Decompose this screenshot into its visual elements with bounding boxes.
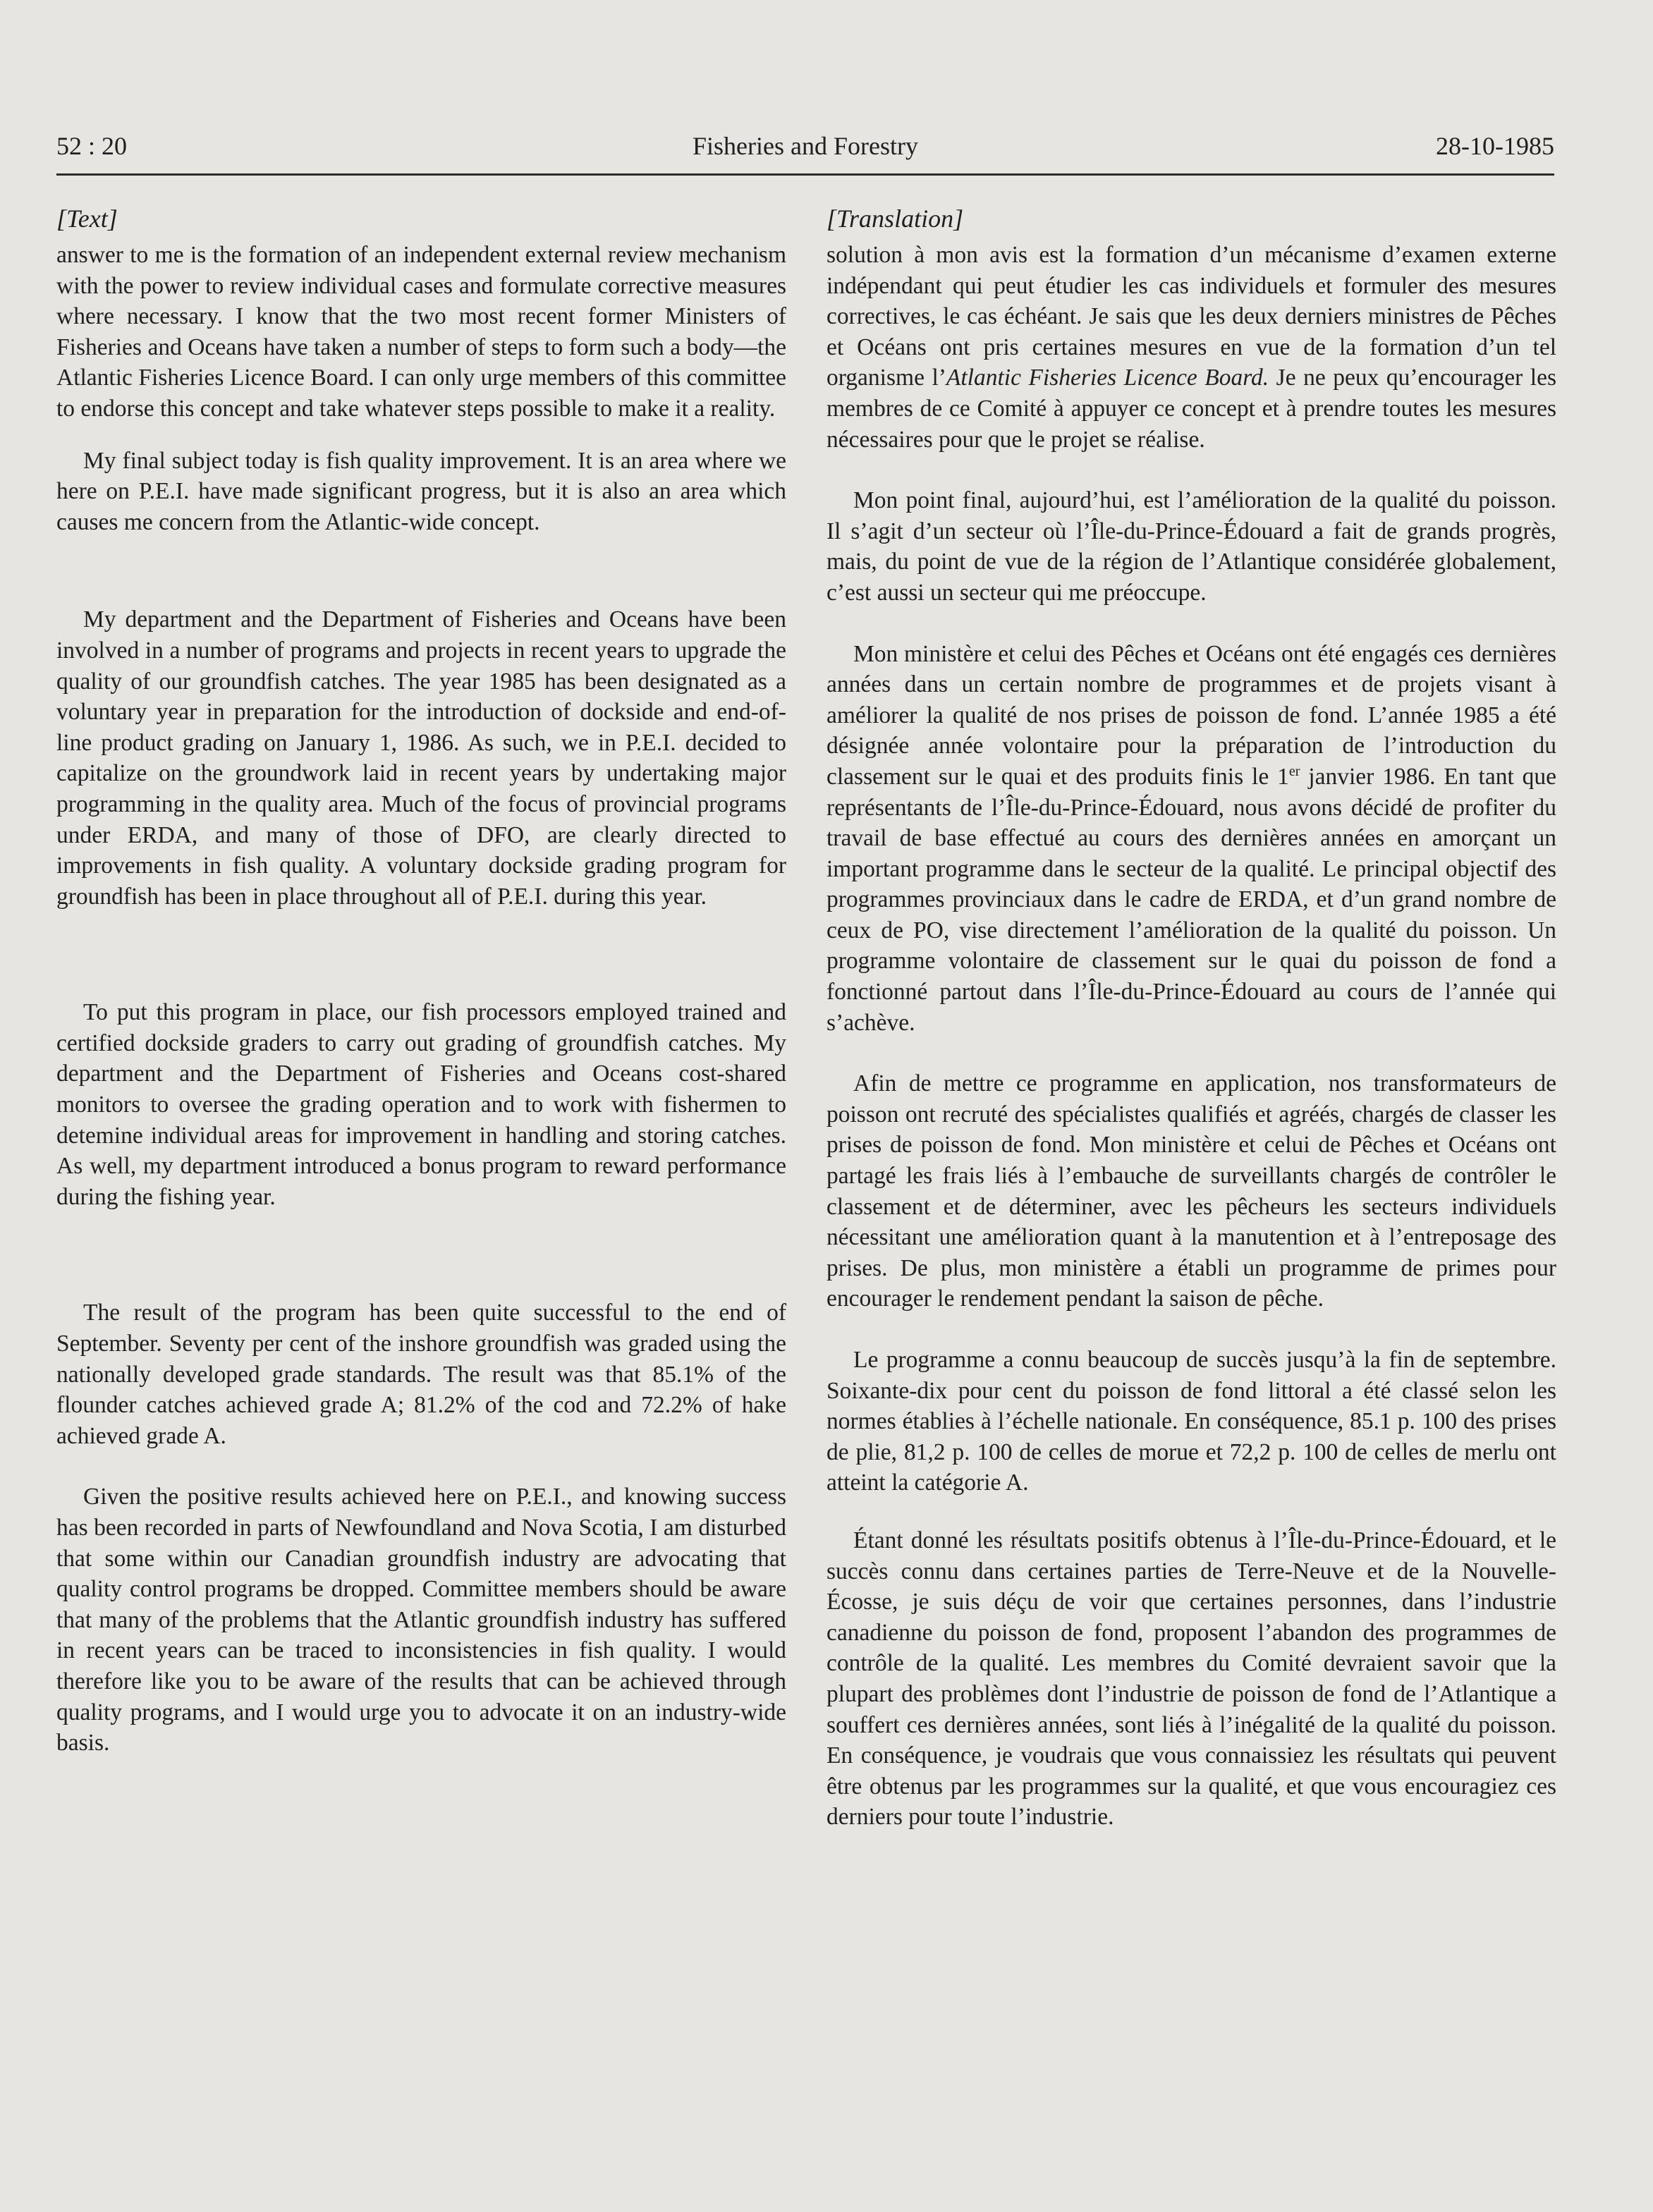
paragraph-fr-3 <box>826 639 1556 1039</box>
paragraph-en-2: My final subject today is fish quality improvement. It is an area where we here on P.E.I. have made significant progress, but it is also an area which causes me concern from the Atlantic-wide concept. <box>56 447 786 535</box>
column-label-translation-word: Translation <box>836 204 954 233</box>
paragraph-fr-3-part-a: Mon ministère et celui des Pêches et Océans ont été engagés ces dernières années dans un certain nombre de programmes et de projets visant à améliorer la qualité de nos prises de poisson de fond. L’année 1985 a été désignée année volontaire pour la préparation de l’introduction du classement sur le quai et des produits finis le 1 <box>826 640 1556 790</box>
page-header <box>56 128 1554 176</box>
paragraph-fr-2: Mon point final, aujourd’hui, est l’amélioration de la qualité du poisson. Il s’agit d’un secteur où l’Île-du-Prince-Édouard a fait de grands progrès, mais, du point de vue de la région de l’Atlantique considérée globalement, c’est aussi un secteur qui me préoccupe. <box>826 487 1556 606</box>
paragraph-fr-4: Afin de mettre ce programme en application, nos transformateurs de poisson ont recruté des spécialistes qualifiés et agréés, chargés de classer les prises de poisson de fond. Mon ministère et celui de Pêches et Océans ont partagé les frais liés à l’embauche de surveillants chargés de contrôler le classement et de déterminer, avec les pêcheurs les secteurs individuels nécessitant une amélioration quant à la manutention et à l’entreposage des prises. De plus, mon ministère a établi un programme de primes pour encourager le rendement pendant la saison de pêche. <box>826 1070 1556 1312</box>
page-number: 52 : 20 <box>56 132 128 160</box>
paragraph-en-6: Given the positive results achieved here on P.E.I., and knowing success has been recorded in parts of Newfoundland and Nova Scotia, I am disturbed that some within our Canadian groundfish industry are advocating that quality control programs be dropped. Committee members should be aware that many of the problems that the Atlantic groundfish industry has suffered in recent years can be traced to inconsistencies in fish quality. I would therefore like you to be aware of the results that can be achieved through quality programs, and I would urge you to advocate it on an industry-wide basis. <box>56 1484 786 1756</box>
column-label-translation: [Translation] <box>826 204 964 233</box>
header-date: 28-10-1985 <box>1436 132 1554 160</box>
paragraph-en-4: To put this program in place, our fish processors employed trained and certified dockside graders to carry out grading of groundfish catches. My department and the Department of Fisheries and Oceans cost-shared monitors to oversee the grading operation and to work with fishermen to detemine individual areas for improvement in handling and storing catches. As well, my department introduced a bonus program to reward performance during the fishing year. <box>56 999 786 1210</box>
paragraph-en-5: The result of the program has been quite successful to the end of September. Seventy per cent of the inshore groundfish was graded using the nationally developed grade standards. The result was that 85.1% of the flounder catches achieved grade A; 81.2% of the cod and 72.2% of hake achieved grade A. <box>56 1300 786 1449</box>
paragraph-en-3: My department and the Department of Fisheries and Oceans have been involved in a number of programs and projects in recent years to upgrade the quality of our groundfish catches. The year 1985 has been designated as a voluntary year in preparation for the introduction of dockside and end-of-line product grading on January 1, 1986. As such, we in P.E.I. decided to capitalize on the groundwork laid in recent years by undertaking major programming in the quality area. Much of the focus of provincial programs under ERDA, and many of those of DFO, are clearly directed to improvements in fish quality. A voluntary dockside grading program for groundfish has been in place throughout all of P.E.I. during this year. <box>56 606 786 910</box>
paragraph-fr-5: Le programme a connu beaucoup de succès jusqu’à la fin de septembre. Soixante-dix pour cent du poisson de fond littoral a été classé selon les normes établies à l’échelle nationale. En conséquence, 85.1 p. 100 des prises de plie, 81,2 p. 100 de celles de morue et 72,2 p. 100 de celles de merlu ont atteint la catégorie A. <box>826 1347 1556 1496</box>
publication-title: Fisheries and Forestry <box>693 132 918 160</box>
ordinal-superscript: er <box>1288 763 1300 779</box>
english-column <box>56 203 786 1759</box>
paragraph-fr-1 <box>826 240 1556 455</box>
paragraph-fr-1-part-a: solution à mon avis est la formation d’un mécanisme d’examen externe indépendant qui peut étudier les cas individuels et formuler des mesures correctives, le cas échéant. Je sais que les deux derniers ministres de Pêches et Océans ont pris certaines mesures en vue de la formation d’un tel organisme l’ <box>826 242 1556 391</box>
column-label-text-word: Text <box>66 204 108 233</box>
paragraph-fr-6: Étant donné les résultats positifs obtenus à l’Île-du-Prince-Édouard, et le succès connu dans certaines parties de Terre-Neuve et de la Nouvelle-Écosse, je suis déçu de voir que certaines personnes, dans l’industrie canadienne du poisson de fond, proposent l’abandon des programmes de contrôle de la qualité. Les membres du Comité devraient savoir que la plupart des problèmes dont l’industrie de poisson de fond de l’Atlantique a souffert ces dernières années, sont liés à l’inégalité de la qualité du poisson. En conséquence, je voudrais que vous connaissiez les résultats qui peuvent être obtenus par les programmes sur la qualité, et que vous encouragiez ces derniers pour toute l’industrie. <box>826 1527 1556 1831</box>
atlantic-board-name: Atlantic Fisheries Licence Board. <box>946 365 1269 391</box>
french-column <box>826 203 1556 1833</box>
column-label-text: [Text] <box>56 204 118 233</box>
paragraph-fr-3-part-b: janvier 1986. En tant que représentants de l’Île-du-Prince-Édouard, nous avons décidé de profiter du travail de base effectué au cours des dernières années en amorçant un important programme dans le secteur de la qualité. Le principal objectif des programmes provinciaux dans le cadre de ERDA, et d’un grand nombre de ceux de PO, vise directement l’amélioration de la qualité du poisson. Un programme volontaire de classement sur le quai du poisson de fond a fonctionné partout dans l’Île-du-Prince-Édouard au cours de l’année qui s’achève. <box>826 763 1557 1036</box>
paragraph-en-1: answer to me is the formation of an independent external review mechanism with the power to review individual cases and formulate corrective measures where necessary. I know that the two most recent former Ministers of Fisheries and Oceans have taken a number of steps to form such a body—the Atlantic Fisheries Licence Board. I can only urge members of this committee to endorse this concept and take whatever steps possible to make it a reality. <box>56 242 786 422</box>
paragraph-fr-1-part-b: Je ne peux qu’encourager les membres de ce Comité à appuyer ce concept et à prendre toutes les mesures nécessaires pour que le projet se réalise. <box>826 365 1556 453</box>
